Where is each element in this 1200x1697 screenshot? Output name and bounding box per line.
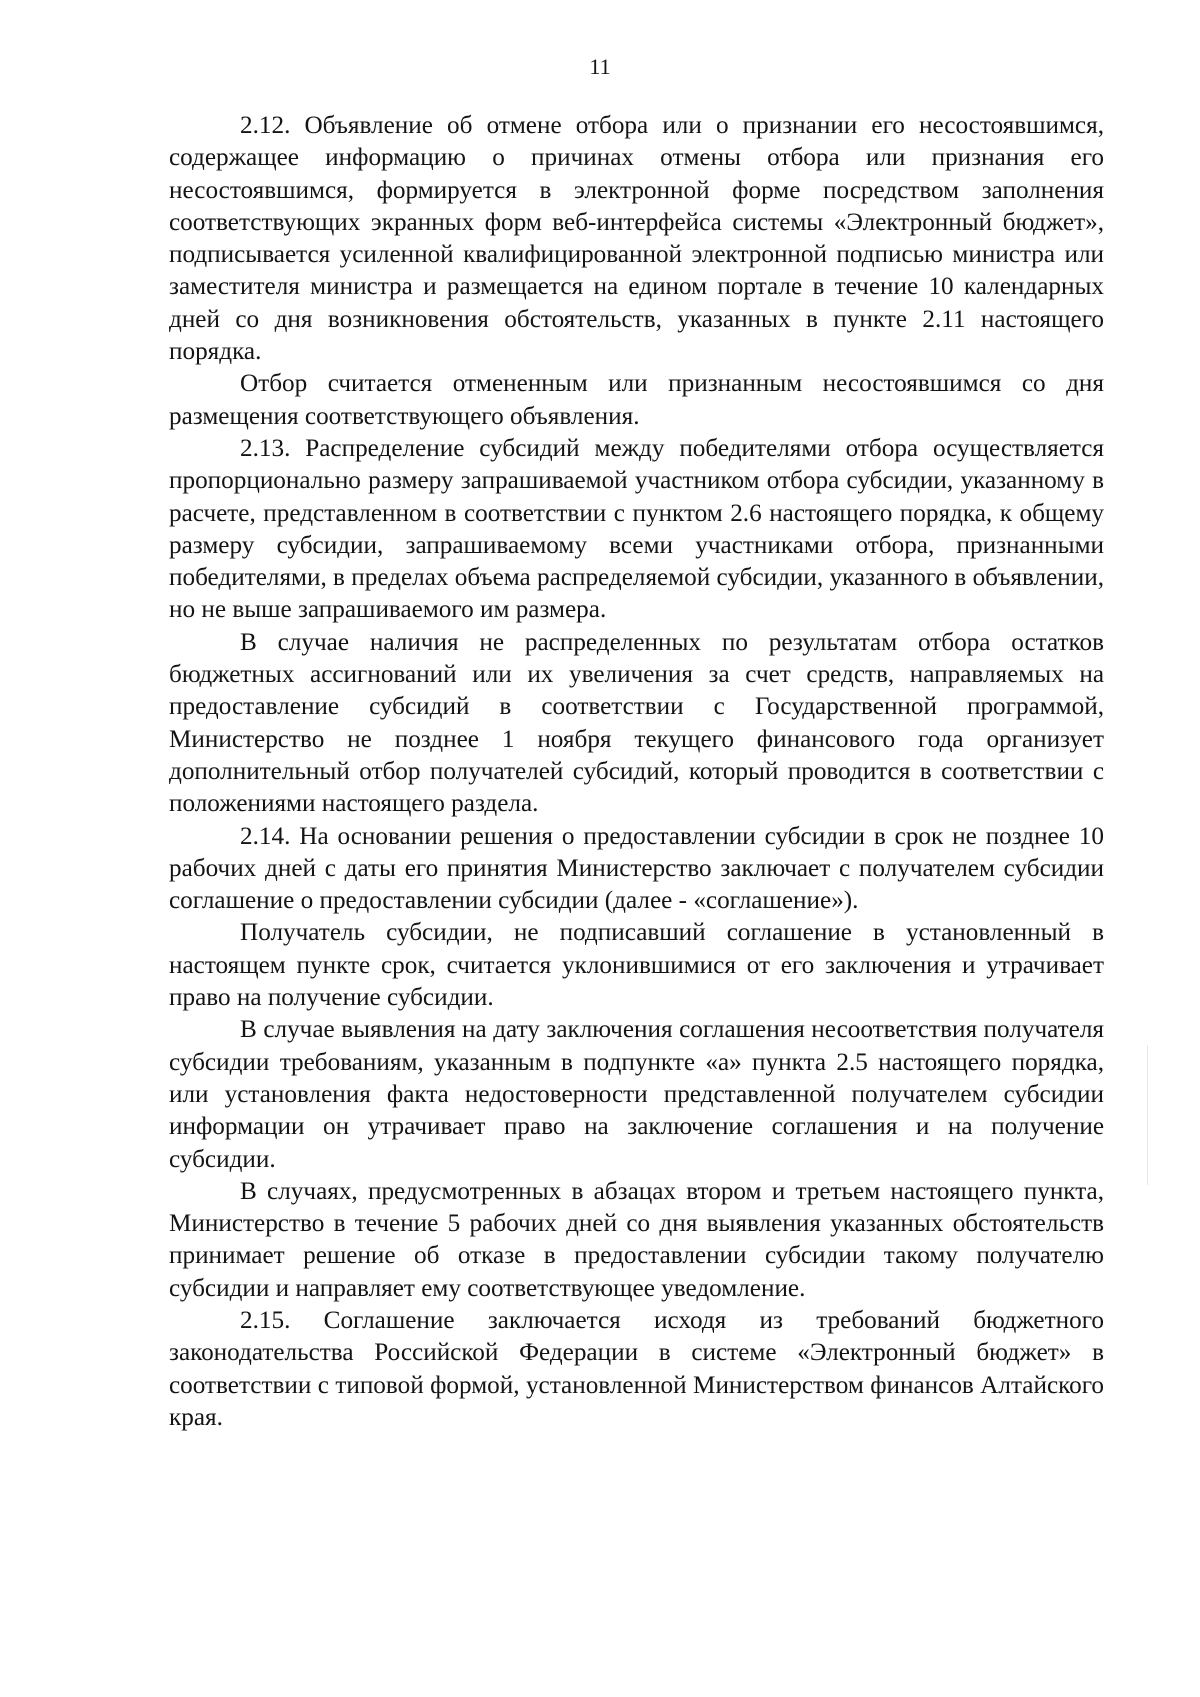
paragraph-2-14-noncompliance: В случае выявления на дату заключения соглашения несоответствия получателя субсидии требованиям, указанным в подпункте «а» пункта 2.5 настоящего порядка, или установления факта недостоверности представленной получателем субсидии информации он утрачивает право на заключение соглашения и на получение субсидии.: [169, 1016, 1104, 1173]
paragraph-2-12-note: Отбор считается отмененным или признанным несостоявшимся со дня размещения соответствующего объявления.: [169, 370, 1104, 430]
paragraph-2-14: 2.14. На основании решения о предоставлении субсидии в срок не позднее 10 рабочих дней с даты его принятия Министерство заключает с получателем субсидии соглашение о предоставлении субсидии (далее - «соглашение»).: [169, 822, 1104, 915]
page-number: 11: [589, 54, 611, 79]
scan-artifact-line: [1147, 1045, 1148, 1185]
paragraph-2-14-evasion: Получатель субсидии, не подписавший соглашение в установленный в настоящем пункте срок, считается уклонившимися от его заключения и утрачивает право на получение субсидии.: [169, 919, 1104, 1012]
paragraph-2-13: 2.13. Распределение субсидий между победителями отбора осуществляется пропорционально размеру запрашиваемой участником отбора субсидии, указанному в расчете, представленном в соответствии с пунктом 2.6 настоящего порядка, к общему размеру субсидии, запрашиваемому всеми участниками отбора, признанными победителями, в пределах объема распределяемой субсидии, указанного в объявлении, но не выше запрашиваемого им размера.: [169, 434, 1105, 624]
paragraph-2-15: 2.15. Соглашение заключается исходя из требований бюджетного законодательства Российской Федерации в системе «Электронный бюджет» в соответствии с типовой формой, установленной Министерством финансов Алтайского края.: [169, 1306, 1104, 1431]
paragraph-2-12: 2.12. Объявление об отмене отбора или о признании его несостоявшимся, содержащее информацию о причинах отмены отбора или признания его несостоявшимся, формируется в электронной форме посредством заполнения соответствующих экранных форм веб-интерфейса системы «Электронный бюджет», подписывается усиленной квалифицированной электронной подписью министра или заместителя министра и размещается на едином портале в течение 10 календарных дней со дня возникновения обстоятельств, указанных в пункте 2.11 настоящего порядка.: [169, 112, 1104, 366]
document-body: [169, 110, 1104, 1434]
paragraph-2-13-additional-selection: В случае наличия не распределенных по результатам отбора остатков бюджетных ассигнований или их увеличения за счет средств, направляемых на предоставление субсидий в соответствии с Государственной программой, Министерство не позднее 1 ноября текущего финансового года организует дополнительный отбор получателей субсидий, который проводится в соответствии с положениями настоящего раздела.: [169, 628, 1104, 818]
paragraph-2-14-refusal: В случаях, предусмотренных в абзацах втором и третьем настоящего пункта, Министерство в течение 5 рабочих дней со дня выявления указанных обстоятельств принимает решение об отказе в предоставлении субсидии такому получателю субсидии и направляет ему соответствующее уведомление.: [169, 1177, 1104, 1302]
